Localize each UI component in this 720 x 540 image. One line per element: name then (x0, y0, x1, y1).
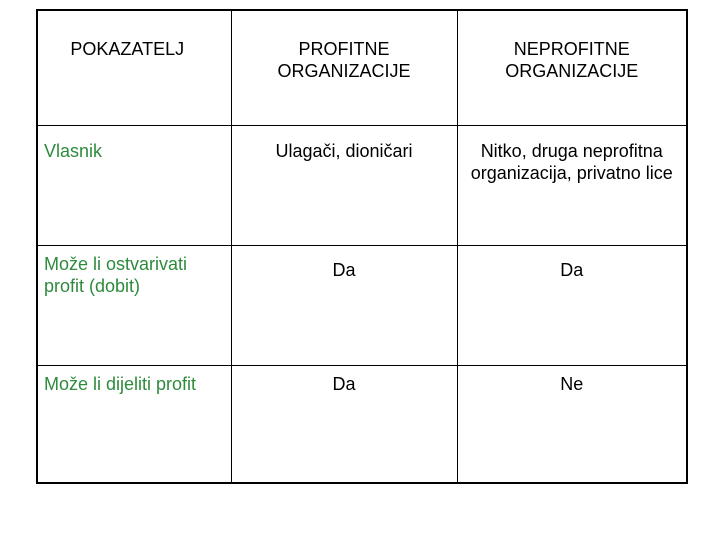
table-header-row (37, 10, 687, 125)
row-label-vlasnik: Vlasnik (37, 125, 231, 245)
table-row (37, 365, 687, 483)
cell-neprofitne-dijeliti: Ne (457, 365, 687, 483)
cell-neprofitne-ostvarivati: Da (457, 245, 687, 365)
comparison-table (36, 9, 688, 484)
cell-profitne-vlasnik: Ulagači, dioničari (231, 125, 457, 245)
cell-profitne-dijeliti: Da (231, 365, 457, 483)
row-label-ostvarivati-profit: Može li ostvarivati profit (dobit) (37, 245, 231, 365)
table-row (37, 245, 687, 365)
row-label-dijeliti-profit: Može li dijeliti profit (37, 365, 231, 483)
header-pokazatelj: POKAZATELJ (37, 10, 231, 125)
header-neprofitne: NEPROFITNE ORGANIZACIJE (457, 10, 687, 125)
cell-profitne-ostvarivati: Da (231, 245, 457, 365)
cell-neprofitne-vlasnik: Nitko, druga neprofitna organizacija, privatno lice (457, 125, 687, 245)
table-row (37, 125, 687, 245)
header-profitne: PROFITNE ORGANIZACIJE (231, 10, 457, 125)
